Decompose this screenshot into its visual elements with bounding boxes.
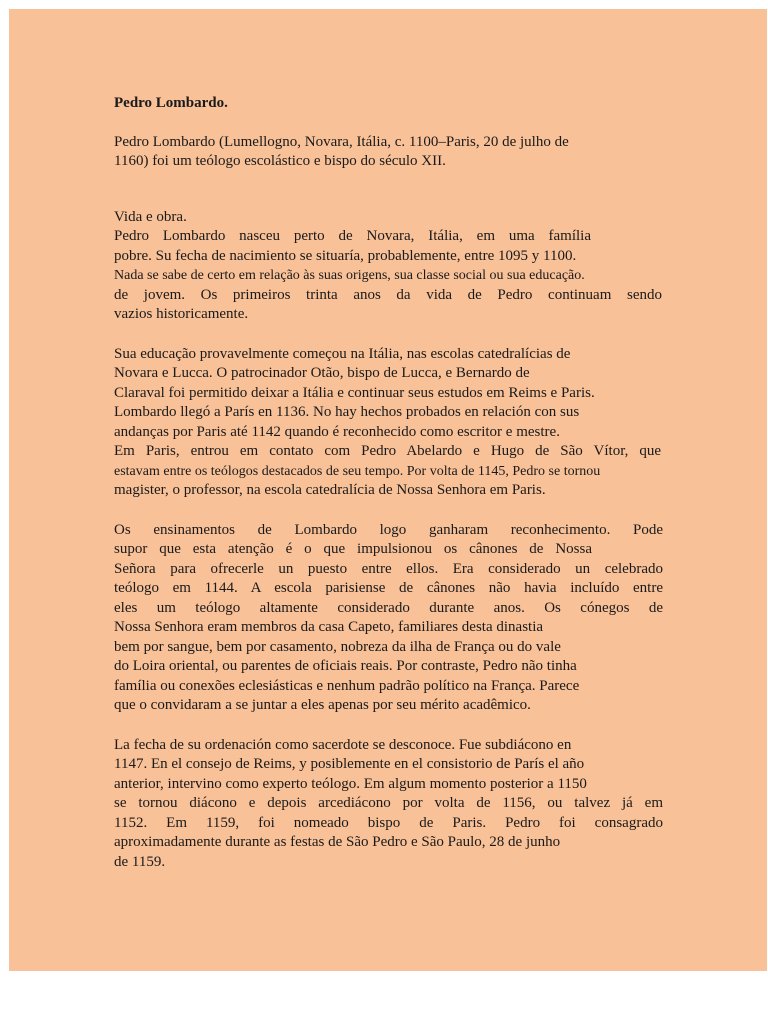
text-line: Claraval foi permitido deixar a Itália e continuar seus estudos em Reims e Paris. xyxy=(114,384,595,401)
text-line: Nossa Senhora eram membros da casa Capeto, familiares desta dinastia xyxy=(114,619,544,635)
text-line: eles um teólogo altamente considerado durante anos. Os cónegos de xyxy=(114,599,663,616)
intro-paragraph xyxy=(114,133,684,172)
text-line: pobre. Su fecha de nacimiento se situaría, probablemente, entre 1095 y 1100. xyxy=(114,247,577,264)
text-line: Os ensinamentos de Lombardo logo ganharam reconhecimento. Pode xyxy=(114,521,663,538)
document-page xyxy=(9,9,767,971)
text-line: andanças por Paris até 1142 quando é reconhecido como escritor e mestre. xyxy=(114,423,560,440)
text-line: La fecha de su ordenación como sacerdote se desconoce. Fue subdiácono en xyxy=(114,736,572,753)
text-line: se tornou diácono e depois arcediácono por volta de 1156, ou talvez já em xyxy=(114,795,663,811)
text-line: teólogo em 1144. A escola parisiense de cânones não havia incluído entre xyxy=(114,580,663,596)
text-line: Nada se sabe de certo em relação às suas origens, sua classe social ou sua educação. xyxy=(114,268,585,283)
text-line: Pedro Lombardo (Lumellogno, Novara, Itália, c. 1100–Paris, 20 de julho de xyxy=(114,133,569,150)
text-line: anterior, intervino como experto teólogo. Em algum momento posterior a 1150 xyxy=(114,775,587,792)
text-line: bem por sangue, bem por casamento, nobreza da ilha de França ou do vale xyxy=(114,638,561,655)
text-line: vazios historicamente. xyxy=(114,306,249,322)
text-line: 1160) foi um teólogo escolástico e bispo do século XII. xyxy=(114,153,446,169)
text-line: Señora para ofrecerle un puesto entre ellos. Era considerado un celebrado xyxy=(114,560,663,577)
text-line: família ou conexões eclesiásticas e nenhum padrão político na França. Parece xyxy=(114,677,580,694)
text-line: de jovem. Os primeiros trinta anos da vida de Pedro continuam sendo xyxy=(114,286,662,303)
text-line: 1147. En el consejo de Reims, y posiblemente en el consistorio de París el año xyxy=(114,756,585,772)
paragraph-ordination xyxy=(114,736,684,873)
document-body xyxy=(114,94,684,872)
text-line: estavam entre os teólogos destacados de seu tempo. Por volta de 1145, Pedro se tornou xyxy=(114,463,601,479)
text-line: aproximadamente durante as festas de São Pedro e São Paulo, 28 de junho xyxy=(114,834,561,850)
text-line: Lombardo llegó a París en 1136. No hay hechos probados en relación con sus xyxy=(114,404,580,420)
text-line: Sua educação provavelmente começou na Itália, nas escolas catedralícias de xyxy=(114,345,571,362)
paragraph-education xyxy=(114,345,684,501)
text-line: magister, o professor, na escola catedralícia de Nossa Senhora em Paris. xyxy=(114,482,546,498)
document-title: Pedro Lombardo. xyxy=(114,95,228,111)
text-line: Em Paris, entrou em contato com Pedro Abelardo e Hugo de São Vítor, que xyxy=(114,443,661,459)
text-line: 1152. Em 1159, foi nomeado bispo de Paris. Pedro foi consagrado xyxy=(114,814,663,831)
text-line: Pedro Lombardo nasceu perto de Novara, Itália, em uma família xyxy=(114,228,591,244)
text-line: Novara e Lucca. O patrocinador Otão, bispo de Lucca, e Bernardo de xyxy=(114,365,530,381)
paragraph-origins xyxy=(114,227,684,325)
text-line: de 1159. xyxy=(114,853,166,870)
text-line: supor que esta atenção é o que impulsionou os cânones de Nossa xyxy=(114,541,592,557)
text-line: que o convidaram a se juntar a eles apenas por seu mérito acadêmico. xyxy=(114,697,531,713)
section-heading: Vida e obra. xyxy=(114,208,187,225)
text-line: do Loira oriental, ou parentes de oficiais reais. Por contraste, Pedro não tinha xyxy=(114,658,577,674)
paragraph-teaching xyxy=(114,521,684,716)
